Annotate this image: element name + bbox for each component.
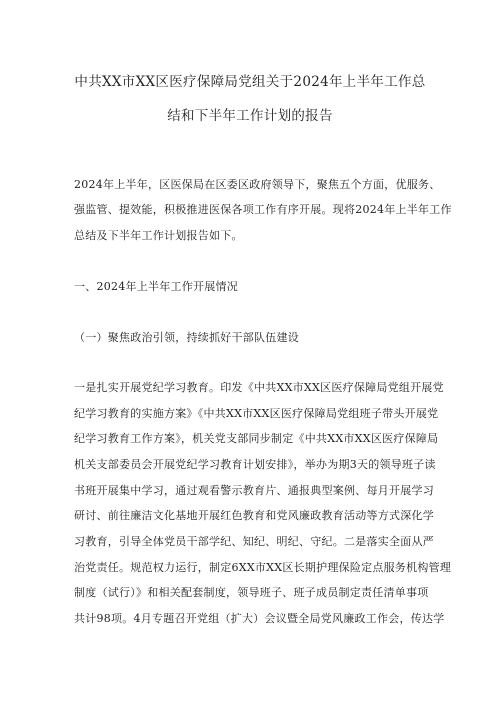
paragraph-line-7: 习教育，引导全体党员干部学纪、知纪、明纪、守纪。二是落实全面从严: [74, 535, 434, 548]
subsection-heading: （一）聚焦政治引领，持续抓好干部队伍建设: [74, 331, 299, 344]
section-heading: 一、2024年上半年工作开展情况: [74, 280, 238, 293]
paragraph-line-3: 纪学习教育工作方案》，机关党支部同步制定《中共XX市XX区医疗保障局: [74, 432, 439, 445]
intro-line-2: 强监管、提效能，积极推进医保各项工作有序开展。现将2024年上半年工作: [74, 203, 452, 216]
document-title-line-2: 结和下半年工作计划的报告: [167, 108, 333, 124]
document-title-line-1: 中共XX市XX区医疗保障局党组关于2024年上半年工作总: [74, 74, 426, 90]
paragraph-line-8: 治党责任。规范权力运行，制定6XX市XX区长期护理保险定点服务机构管理: [74, 561, 452, 574]
paragraph-line-1: 一是扎实开展党纪学习教育。印发《中共XX市XX区医疗保障局党组开展党: [74, 381, 444, 394]
paragraph-line-9: 制度（试行）》和相关配套制度，领导班子、班子成员制定责任清单事项: [74, 586, 429, 599]
paragraph-line-5: 书班开展集中学习，通过观看警示教育片、通报典型案例、每月开展学习: [74, 484, 434, 497]
paragraph-line-4: 机关支部委员会开展党纪学习教育计划安排》，举办为期3天的领导班子读: [74, 458, 436, 471]
paragraph-line-10: 共计98项。4月专题召开党组（扩大）会议暨全局党风廉政工作会，传达学: [74, 612, 445, 625]
intro-line-1: 2024年上半年，区医保局在区委区政府领导下，聚焦五个方面，优服务、: [74, 178, 441, 191]
intro-line-3: 总结及下半年工作计划报告如下。: [74, 229, 243, 242]
paragraph-line-6: 研讨、前往廉洁文化基地开展红色教育和党风廉政教育活动等方式深化学: [74, 509, 434, 522]
paragraph-line-2: 纪学习教育的实施方案》《中共XX市XX区医疗保障局党组班子带头开展党: [74, 407, 439, 420]
